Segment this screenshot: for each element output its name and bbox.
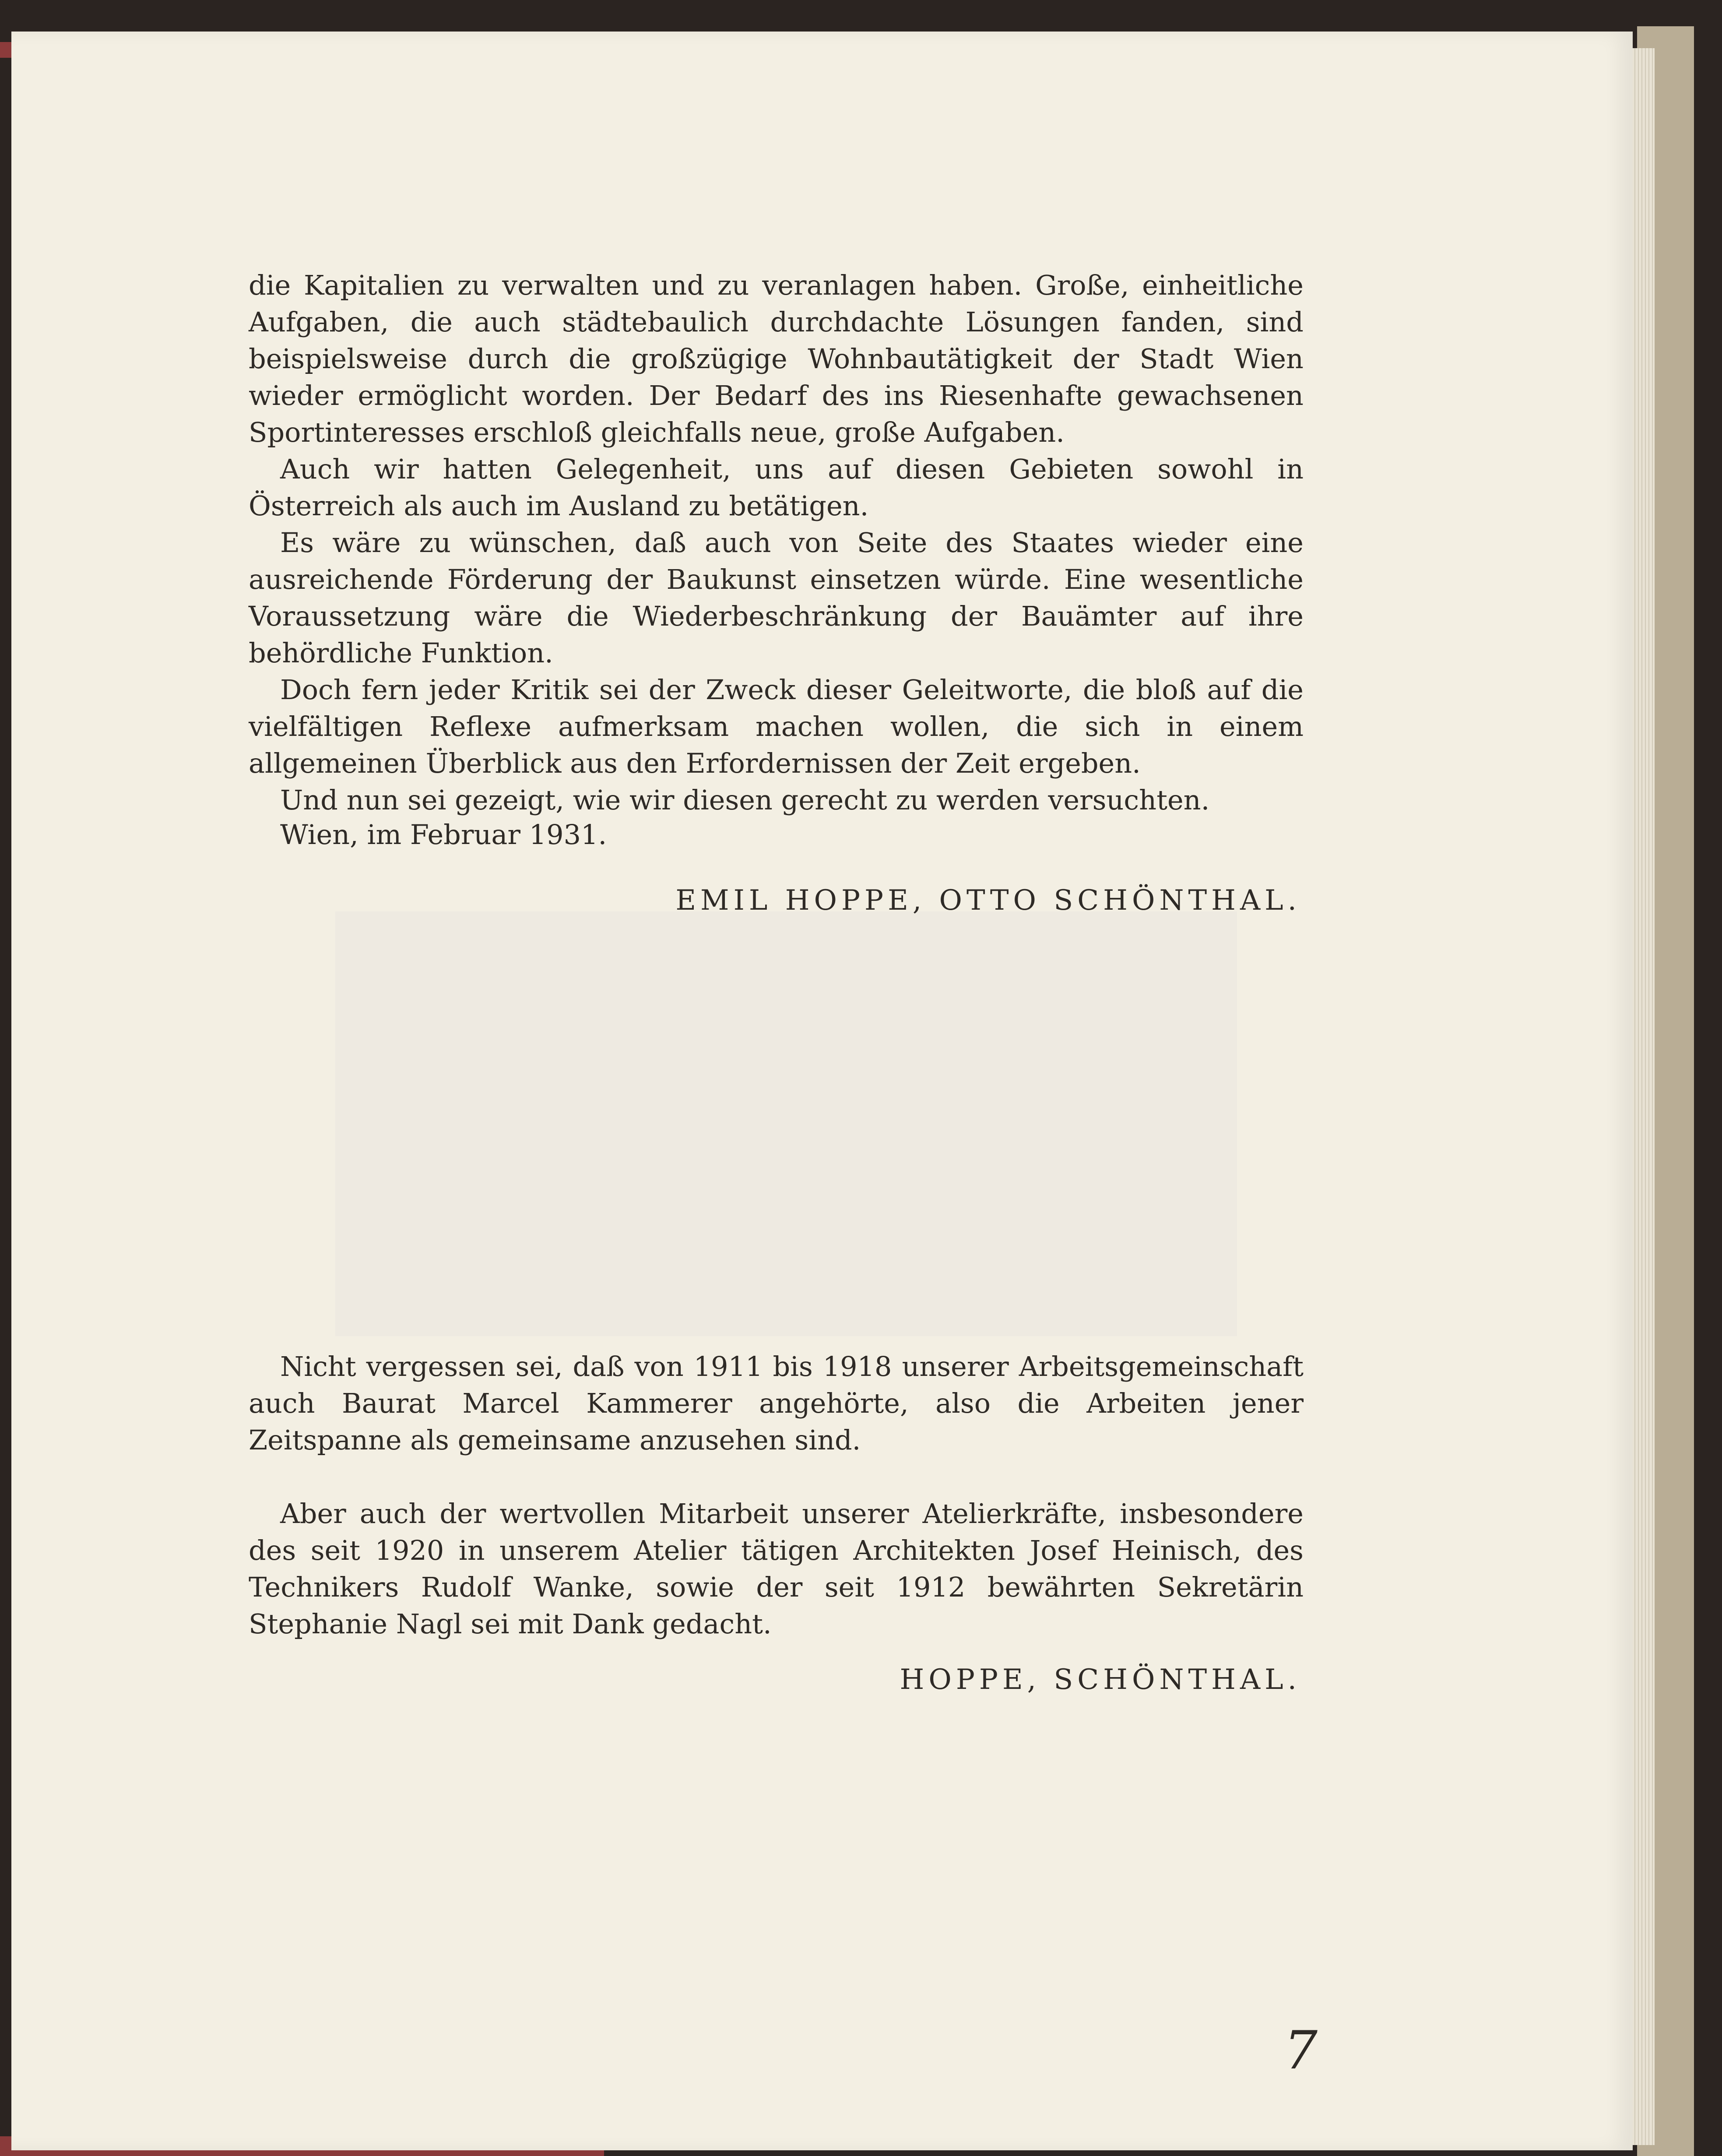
note-text-block [249,1348,1304,1642]
paragraph: Und nun sei gezeigt, wie wir diesen gerecht zu werden versuchten. [280,784,1210,816]
signature-full: EMIL HOPPE, OTTO SCHÖNTHAL. [675,884,1301,917]
paragraph: Doch fern jeder Kritik sei der Zweck dieser Geleitworte, die bloß auf die vielfältigen Reflexe aufmerksam machen wollen, die sich in einem allgemeinen Überblick aus den Erfordernissen der Zeit ergeben. [249,674,1304,779]
paragraph: Aber auch der wertvollen Mitarbeit unserer Atelierkräfte, insbesondere des seit 1920 in unserem Atelier tätigen Architekten Josef Heinisch, des Technikers Rudolf Wanke, sowie der seit 1912 bewährten Sekretärin Stephanie Nagl sei mit Dank gedacht. [249,1498,1304,1640]
paragraph: Es wäre zu wünschen, daß auch von Seite des Staates wieder eine ausreichende Förderung der Baukunst einsetzen würde. Eine wesentliche Voraussetzung wäre die Wiederbeschränkung der Bauämter auf ihre behördliche Funktion. [249,527,1304,669]
intro-text-block [249,267,1304,819]
paragraph: die Kapitalien zu verwalten und zu veranlagen haben. Große, einheitliche Aufgaben, die auch städtebaulich durchdachte Lösungen fanden, sind beispielsweise durch die großzügige Wohnbautätigkeit der Stadt Wien wieder ermöglicht worden. Der Bedarf des ins Riesenhafte gewachsenen Sportinteresses erschloß gleichfalls neue, große Aufgaben. [249,269,1304,448]
page-number: 7 [1284,2020,1318,2081]
show-through-image [335,911,1237,1336]
paragraph: Nicht vergessen sei, daß von 1911 bis 1918 unserer Arbeitsgemeinschaft auch Baurat Marcel Kammerer angehörte, also die Arbeiten jener Zeitspanne als gemeinsame anzusehen sind. [249,1351,1304,1456]
date-line: Wien, im Februar 1931. [280,819,607,851]
paragraph: Auch wir hatten Gelegenheit, uns auf diesen Gebieten sowohl in Österreich als auch im Ausland zu betätigen. [249,453,1304,522]
signature-short: HOPPE, SCHÖNTHAL. [900,1664,1301,1696]
